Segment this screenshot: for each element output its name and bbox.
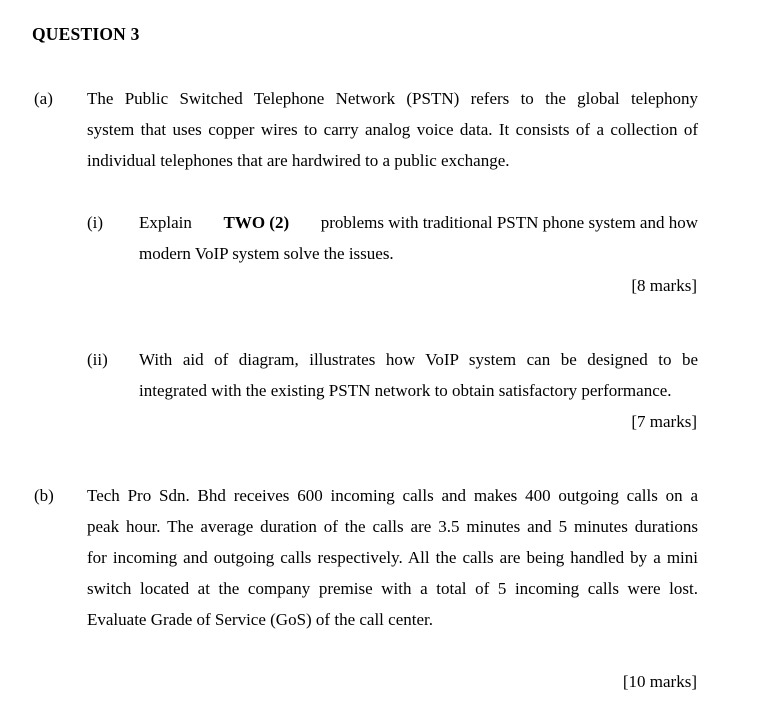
part-a-line-2: system that uses copper wires to carry analog voice data. It consists of a collection of — [87, 120, 698, 139]
part-a-label: (a) — [34, 89, 53, 108]
sub-i-label: (i) — [87, 213, 104, 232]
part-b-line-4: switch located at the company premise with a total of 5 incoming calls were lost. — [87, 579, 698, 598]
question-title: QUESTION 3 — [32, 24, 140, 44]
part-b-label: (b) — [34, 486, 54, 505]
part-b-line-5: Evaluate Grade of Service (GoS) of the call center. — [87, 610, 433, 629]
sub-i-bold-count: TWO (2) — [223, 213, 290, 232]
sub-ii-marks: [7 marks] — [631, 412, 697, 431]
part-a-line-3: individual telephones that are hardwired to a public exchange. — [87, 151, 510, 170]
sub-i-line-1 — [139, 213, 698, 233]
sub-i-marks: [8 marks] — [631, 276, 697, 295]
sub-i-line-2: modern VoIP system solve the issues. — [139, 244, 394, 263]
part-b-line-2: peak hour. The average duration of the calls are 3.5 minutes and 5 minutes durations — [87, 517, 698, 536]
part-b-line-1: Tech Pro Sdn. Bhd receives 600 incoming calls and makes 400 outgoing calls on a — [87, 486, 698, 505]
part-a-line-1: The Public Switched Telephone Network (PSTN) refers to the global telephony — [87, 89, 698, 108]
sub-ii-label: (ii) — [87, 350, 108, 369]
sub-ii-line-1: With aid of diagram, illustrates how VoIP system can be designed to be — [139, 350, 698, 369]
part-b-line-3: for incoming and outgoing calls respectively. All the calls are being handled by a mini — [87, 548, 698, 567]
sub-i-prefix: Explain — [139, 213, 192, 232]
part-b-marks: [10 marks] — [622, 672, 697, 691]
sub-i-suffix: problems with traditional PSTN phone system and how — [320, 213, 698, 232]
sub-ii-line-2: integrated with the existing PSTN network to obtain satisfactory performance. — [139, 381, 672, 400]
